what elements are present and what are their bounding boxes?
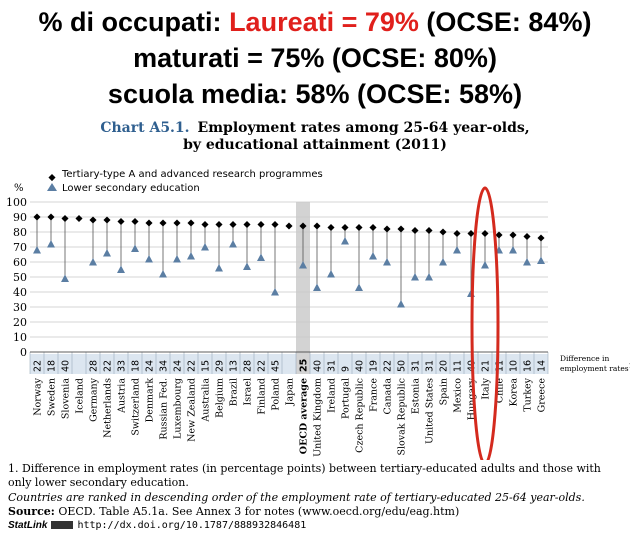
category-label: Czech Republic bbox=[354, 378, 366, 453]
lower-secondary-point bbox=[243, 263, 251, 271]
tertiary-point bbox=[327, 224, 334, 231]
legend-tertiary-marker bbox=[48, 174, 55, 181]
category-label: Switzerland bbox=[130, 378, 142, 436]
category-label: Russian Fed. bbox=[158, 378, 170, 440]
category-label: Spain bbox=[438, 378, 450, 406]
category-label: Korea bbox=[508, 378, 520, 407]
lower-secondary-point bbox=[159, 270, 167, 278]
category-label: Netherlands bbox=[102, 378, 114, 438]
category-label: Luxembourg bbox=[172, 378, 184, 439]
tertiary-point bbox=[271, 221, 278, 228]
category-label: Italy bbox=[480, 378, 492, 400]
headline-suffix: (OCSE: 84%) bbox=[418, 7, 592, 37]
difference-label: 22 bbox=[256, 359, 268, 372]
tertiary-point bbox=[369, 224, 376, 231]
category-label: Sweden bbox=[46, 378, 58, 417]
lower-secondary-point bbox=[313, 284, 321, 292]
tertiary-point bbox=[47, 213, 54, 220]
lower-secondary-point bbox=[215, 264, 223, 272]
category-label: Mexico bbox=[452, 378, 464, 413]
lower-secondary-point bbox=[47, 240, 55, 248]
category-label: France bbox=[368, 378, 380, 412]
lower-secondary-point bbox=[355, 284, 363, 292]
tertiary-point bbox=[425, 227, 432, 234]
tertiary-point bbox=[159, 219, 166, 226]
tertiary-point bbox=[341, 224, 348, 231]
y-tick-label: 70 bbox=[13, 241, 27, 254]
lower-secondary-point bbox=[257, 254, 265, 262]
category-label: Slovak Republic bbox=[396, 378, 408, 456]
headline-line-3: scuola media: 58% (OCSE: 58%) bbox=[107, 79, 523, 109]
tertiary-point bbox=[313, 222, 320, 229]
y-tick-label: 90 bbox=[13, 211, 27, 224]
category-label: Estonia bbox=[410, 378, 422, 415]
employment-chart bbox=[0, 160, 630, 460]
difference-row-title-2: employment rates bbox=[560, 363, 630, 373]
difference-label: 18 bbox=[46, 359, 58, 372]
difference-label: 33 bbox=[116, 359, 128, 372]
lower-secondary-point bbox=[341, 237, 349, 245]
category-label: Finland bbox=[256, 378, 268, 415]
lower-secondary-point bbox=[537, 257, 545, 265]
chart-title-text-1: Employment rates among 25-64 year-olds, bbox=[197, 120, 530, 136]
tertiary-point bbox=[523, 233, 530, 240]
difference-label: 40 bbox=[466, 359, 478, 372]
difference-label: 11 bbox=[494, 359, 506, 372]
tertiary-point bbox=[397, 225, 404, 232]
difference-label: 16 bbox=[522, 359, 534, 372]
italy-highlight-ellipse bbox=[472, 188, 498, 460]
difference-label: 25 bbox=[298, 358, 310, 372]
lower-secondary-point bbox=[327, 270, 335, 278]
difference-label: 11 bbox=[452, 359, 464, 372]
category-label: Slovenia bbox=[60, 378, 72, 420]
legend-lower-label: Lower secondary education bbox=[62, 183, 200, 194]
headline-highlight: Laureati = 79% bbox=[229, 7, 419, 37]
difference-label: 22 bbox=[186, 359, 198, 372]
difference-label: 50 bbox=[396, 359, 408, 372]
category-label: Denmark bbox=[144, 378, 156, 423]
category-label: Hungary bbox=[466, 378, 478, 421]
tertiary-point bbox=[89, 216, 96, 223]
y-tick-label: 30 bbox=[13, 301, 27, 314]
category-label: New Zealand bbox=[186, 378, 198, 442]
difference-label: 15 bbox=[200, 359, 212, 372]
category-label: Germany bbox=[88, 378, 100, 422]
difference-label: 40 bbox=[312, 359, 324, 372]
difference-label: 22 bbox=[382, 359, 394, 372]
footnote-statlink bbox=[8, 519, 623, 533]
category-label: Greece bbox=[536, 378, 548, 413]
difference-label: 40 bbox=[60, 359, 72, 372]
difference-row-title-1: Difference in bbox=[560, 354, 610, 363]
category-label: Portugal bbox=[340, 378, 352, 419]
category-label: Japan bbox=[284, 378, 296, 406]
tertiary-point bbox=[355, 224, 362, 231]
tertiary-point bbox=[201, 221, 208, 228]
difference-label: 10 bbox=[508, 359, 520, 372]
tertiary-point bbox=[187, 219, 194, 226]
headline-prefix: % di occupati: bbox=[38, 7, 230, 37]
tertiary-point bbox=[383, 225, 390, 232]
lower-secondary-point bbox=[117, 266, 125, 274]
lower-secondary-point bbox=[103, 249, 111, 257]
tertiary-point bbox=[61, 215, 68, 222]
difference-label: 40 bbox=[354, 359, 366, 372]
chart-title-line-2: by educational attainment (2011) bbox=[183, 137, 447, 153]
headline-line-2: maturati = 75% (OCSE: 80%) bbox=[133, 43, 497, 73]
tertiary-point bbox=[33, 213, 40, 220]
difference-label: 21 bbox=[480, 359, 492, 372]
category-label: Israel bbox=[242, 378, 254, 406]
category-label: Poland bbox=[270, 378, 282, 411]
tertiary-point bbox=[145, 219, 152, 226]
footnote-source bbox=[8, 505, 623, 519]
category-label: Norway bbox=[32, 378, 44, 416]
tertiary-point bbox=[117, 218, 124, 225]
tertiary-point bbox=[229, 221, 236, 228]
category-label: Austria bbox=[116, 378, 128, 413]
y-tick-label: 60 bbox=[13, 256, 27, 269]
difference-label: 24 bbox=[144, 359, 156, 372]
category-label: United States bbox=[424, 378, 436, 445]
difference-label: 9 bbox=[340, 365, 352, 372]
y-tick-label: 100 bbox=[6, 196, 27, 209]
category-label: Turkey bbox=[522, 378, 534, 412]
difference-label: 28 bbox=[242, 359, 254, 372]
difference-label: 28 bbox=[88, 359, 100, 372]
lower-secondary-point bbox=[397, 300, 405, 308]
headline-line-1 bbox=[0, 6, 630, 38]
category-label: Canada bbox=[382, 378, 394, 415]
tertiary-point bbox=[131, 218, 138, 225]
y-tick-label: 40 bbox=[13, 286, 27, 299]
tertiary-point bbox=[481, 230, 488, 237]
y-tick-label: 50 bbox=[13, 271, 27, 284]
difference-label: 45 bbox=[270, 359, 282, 372]
lower-secondary-point bbox=[229, 240, 237, 248]
tertiary-point bbox=[509, 231, 516, 238]
statlink-logo-icon bbox=[51, 521, 73, 529]
difference-label: 19 bbox=[368, 359, 380, 372]
chart-number: Chart A5.1. bbox=[100, 120, 190, 136]
footnote-ranking: Countries are ranked in descending order of the employment rate of tertiary-educated 25-64 year-olds. bbox=[8, 491, 585, 504]
difference-label: 34 bbox=[158, 359, 170, 372]
difference-label: 20 bbox=[438, 359, 450, 372]
category-label: Brazil bbox=[228, 378, 240, 407]
tertiary-point bbox=[173, 219, 180, 226]
tertiary-point bbox=[103, 216, 110, 223]
difference-label: 31 bbox=[410, 359, 422, 372]
tertiary-point bbox=[467, 230, 474, 237]
difference-label: 22 bbox=[102, 359, 114, 372]
difference-label: 29 bbox=[214, 359, 226, 372]
legend-tertiary-label: Tertiary-type A and advanced research programmes bbox=[62, 169, 323, 180]
y-tick-label: 20 bbox=[13, 316, 27, 329]
y-axis-label: % bbox=[14, 183, 24, 194]
lower-secondary-point bbox=[145, 255, 153, 263]
tertiary-point bbox=[243, 221, 250, 228]
lower-secondary-point bbox=[173, 255, 181, 263]
tertiary-point bbox=[285, 222, 292, 229]
lower-secondary-point bbox=[369, 252, 377, 260]
difference-label: 14 bbox=[536, 359, 548, 372]
lower-secondary-point bbox=[187, 252, 195, 260]
y-tick-label: 0 bbox=[20, 346, 27, 359]
category-label: Australia bbox=[200, 378, 212, 422]
legend-lower-marker bbox=[47, 183, 57, 191]
category-label: United Kingdom bbox=[312, 378, 324, 457]
tertiary-point bbox=[453, 230, 460, 237]
difference-label: 22 bbox=[32, 359, 44, 372]
tertiary-point bbox=[257, 221, 264, 228]
difference-label: 13 bbox=[228, 359, 240, 372]
statlink-url[interactable]: http://dx.doi.org/10.1787/888932846481 bbox=[77, 520, 307, 531]
category-label: Belgium bbox=[214, 378, 226, 418]
category-label: Iceland bbox=[74, 378, 86, 414]
tertiary-point bbox=[537, 234, 544, 241]
tertiary-point bbox=[495, 231, 502, 238]
difference-label: 31 bbox=[326, 359, 338, 372]
statlink-label: StatLink bbox=[8, 520, 48, 531]
difference-label: 24 bbox=[172, 359, 184, 372]
footnote-difference: 1. Difference in employment rates (in percentage points) between tertiary-educated adults and those with only lower secondary education. bbox=[8, 462, 601, 489]
lower-secondary-point bbox=[61, 275, 69, 283]
category-label: Ireland bbox=[326, 378, 338, 413]
chart-title-line-1 bbox=[0, 120, 630, 137]
y-tick-label: 10 bbox=[13, 331, 27, 344]
difference-label: 18 bbox=[130, 359, 142, 372]
tertiary-point bbox=[75, 215, 82, 222]
source-label: Source: bbox=[8, 505, 55, 518]
lower-secondary-point bbox=[131, 245, 139, 253]
tertiary-point bbox=[439, 228, 446, 235]
category-label: OECD average bbox=[298, 378, 310, 455]
tertiary-point bbox=[411, 227, 418, 234]
category-label: Chile bbox=[494, 378, 506, 404]
difference-label: 31 bbox=[424, 359, 436, 372]
y-tick-label: 80 bbox=[13, 226, 27, 239]
tertiary-point bbox=[215, 221, 222, 228]
source-text: OECD. Table A5.1a. See Annex 3 for notes (www.oecd.org/edu/eag.htm) bbox=[54, 505, 460, 518]
